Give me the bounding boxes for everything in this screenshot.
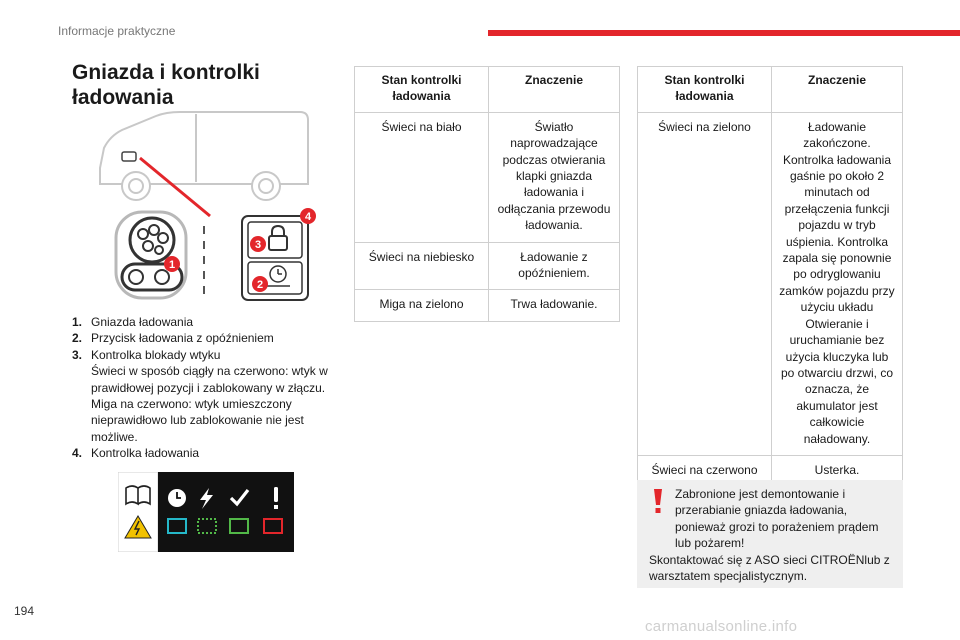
table-header-row [638,67,903,113]
legend-list [72,314,344,462]
warning-box [637,480,903,588]
table-row [638,112,903,455]
column-header: Stan kontrolki ładowania [355,67,489,113]
table-row [355,242,620,290]
column-header: Stan kontrolki ładowania [638,67,772,113]
meaning-cell: Ładowanie zakończone. Kontrolka ładowania gaśnie po około 2 minutach od przełączenia funkcji pojazdu w tryb uśpienia. Kontrolka zapala się ponownie po odryglowaniu zamków pojazdu przy użyciu układu Otwieranie i uruchamianie bez użycia kluczyka lub po otwarciu drzwi, co oznacza, że akumulator jest całkowicie naładowany. [772,112,903,455]
state-cell: Świeci na biało [355,112,489,242]
indicator-panel-illustration [118,472,294,552]
svg-text:3: 3 [254,239,262,251]
state-cell: Świeci na czerwono [638,455,772,486]
svg-text:1: 1 [168,259,176,271]
legend-subtext: Miga na czerwono: wtyk umieszczony nieprawidłowo lub zablokowanie nie jest możliwe. [91,397,304,444]
meaning-cell: Usterka. [772,455,903,486]
legend-text: Kontrolka blokady wtyku [91,347,221,362]
svg-text:2: 2 [256,279,264,291]
socket-block [116,212,186,298]
page-number: 194 [14,604,35,618]
header-accent-bar [488,30,960,36]
state-cell: Miga na zielono [355,290,489,321]
legend-item [72,445,344,461]
state-cell: Świeci na zielono [638,112,772,455]
title-line-2: ładowania [72,86,174,109]
exclamation-icon [651,488,665,514]
warning-text: Zabronione jest demontowanie i przerabianie gniazda ładowania, ponieważ grozi to porażeniem prądem lub pożarem! [675,487,879,551]
table-row [355,112,620,242]
clock-icon [168,489,186,507]
state-cell: Świeci na niebiesko [355,242,489,290]
title-line-1: Gniazda i kontrolki [72,61,260,84]
legend-text: Przycisk ładowania z opóźnieniem [91,331,274,346]
callout-3 [250,236,266,252]
column-header: Znaczenie [772,67,903,113]
legend-number: 1. [72,315,83,329]
legend-text: Gniazda ładowania [91,315,194,329]
meaning-cell: Trwa ładowanie. [489,290,620,321]
watermark: carmanualsonline.info [645,618,798,635]
table-row [355,290,620,321]
exclamation-icon [274,487,278,509]
warning-contact-text: Skontaktować się z ASO sieci CITROËNlub z warsztatem specjalistycznym. [649,552,890,584]
legend-text: Kontrolka ładowania [91,446,200,461]
callout-2 [252,276,268,292]
charging-flap-icon [122,152,136,161]
legend-item [72,330,344,346]
meaning-cell: Światło naprowadzające podczas otwierania klapki gniazda ładowania i odłączania przewodu ładowania. [489,112,620,242]
legend-number: 4. [72,446,83,461]
callout-4 [300,208,316,224]
button-panel [242,216,308,300]
legend-item [72,347,344,445]
legend-item [72,314,344,330]
meaning-cell: Ładowanie z opóźnieniem. [489,242,620,290]
callout-1 [164,256,180,272]
svg-text:4: 4 [304,211,312,223]
page-title [72,60,332,110]
section-header: Informacje praktyczne [58,24,176,38]
legend-subtext: Świeci w sposób ciągły na czerwono: wtyk w prawidłowej pozycji i zablokowany w złączu. [91,364,328,395]
legend-number: 2. [72,331,83,346]
status-table-2 [637,66,903,487]
charging-socket-illustration [96,108,326,304]
column-header: Znaczenie [489,67,620,113]
table-header-row [355,67,620,113]
legend-number: 3. [72,347,83,362]
status-table-1 [354,66,620,322]
